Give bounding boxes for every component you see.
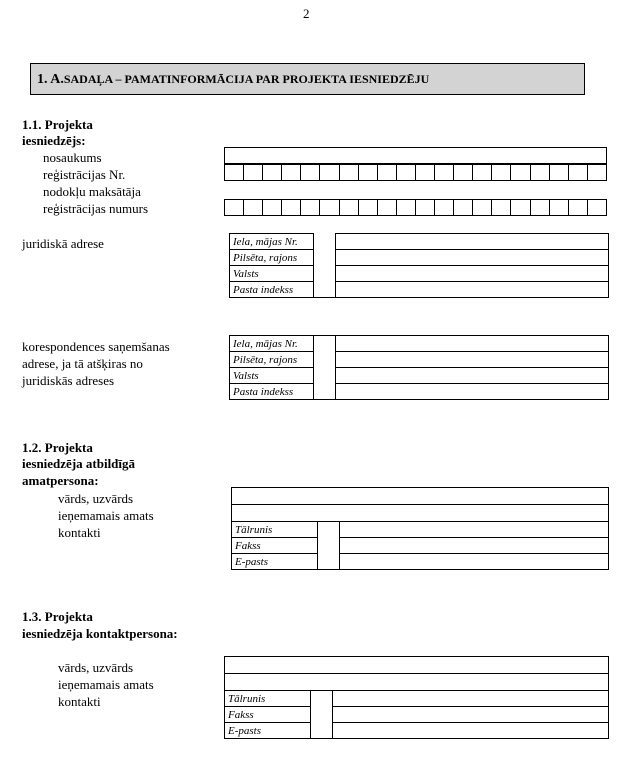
corr-country-input[interactable] (336, 368, 609, 384)
digit-cell[interactable] (397, 200, 416, 215)
digit-cell[interactable] (492, 165, 511, 180)
s12-contact-row-fax (232, 538, 609, 554)
digit-cell[interactable] (225, 200, 244, 215)
digit-cell[interactable] (454, 165, 473, 180)
digit-cell[interactable] (531, 165, 550, 180)
s11-tax-label-line1: nodokļu maksātāja (43, 184, 141, 199)
digit-cell[interactable] (473, 165, 492, 180)
s11-reg-label: reģistrācijas Nr. (43, 167, 126, 182)
digit-cell[interactable] (569, 165, 588, 180)
digit-cell[interactable] (416, 200, 435, 215)
digit-cell[interactable] (569, 200, 588, 215)
s12-phone-label: Tālrunis (232, 522, 318, 538)
s12-position-label: ieņemamais amats (58, 508, 154, 523)
legal-country-input[interactable] (336, 266, 609, 282)
s11-tax-number-field[interactable] (224, 199, 607, 216)
digit-cell[interactable] (397, 165, 416, 180)
legal-country-label: Valsts (230, 266, 314, 282)
s13-heading-line1: 1.3. Projekta (22, 609, 93, 624)
s11-tax-label-line2: reģistrācijas numurs (43, 201, 149, 216)
corr-address-row-country (230, 368, 609, 384)
corr-street-label: Iela, mājas Nr. (230, 336, 314, 352)
s11-corr-label-line1: korespondences saņemšanas (22, 339, 170, 354)
digit-cell[interactable] (359, 200, 378, 215)
digit-cell[interactable] (550, 165, 569, 180)
digit-cell[interactable] (511, 165, 530, 180)
digit-cell[interactable] (435, 165, 454, 180)
page-number: 2 (303, 6, 310, 21)
s12-name-field[interactable] (231, 487, 609, 505)
digit-cell[interactable] (531, 200, 550, 215)
section-header (30, 63, 585, 95)
legal-street-label: Iela, mājas Nr. (230, 234, 314, 250)
s13-fax-label: Fakss (225, 707, 311, 723)
s12-contacts-label: kontakti (58, 525, 101, 540)
s13-email-input[interactable] (333, 723, 609, 739)
legal-city-input[interactable] (336, 250, 609, 266)
s13-phone-label: Tālrunis (225, 691, 311, 707)
corr-city-label: Pilsēta, rajons (230, 352, 314, 368)
s13-heading-line2: iesniedzēja kontaktpersona: (22, 626, 178, 641)
s13-name-label: vārds, uzvārds (58, 660, 134, 675)
s11-heading-line2: iesniedzējs: (22, 133, 86, 148)
s11-reg-number-field[interactable] (224, 164, 607, 181)
corr-address-row-postcode (230, 384, 609, 400)
legal-address-row-city (230, 250, 609, 266)
digit-cell[interactable] (550, 200, 569, 215)
corr-address-row-city (230, 352, 609, 368)
s13-contact-row-phone (225, 691, 609, 707)
legal-city-label: Pilsēta, rajons (230, 250, 314, 266)
s12-position-field[interactable] (231, 504, 609, 522)
digit-cell[interactable] (225, 165, 244, 180)
s12-fax-label: Fakss (232, 538, 318, 554)
digit-cell[interactable] (340, 200, 359, 215)
s12-email-label: E-pasts (232, 554, 318, 570)
digit-cell[interactable] (244, 165, 263, 180)
s12-email-input[interactable] (340, 554, 609, 570)
digit-cell[interactable] (359, 165, 378, 180)
digit-cell[interactable] (454, 200, 473, 215)
legal-postcode-input[interactable] (336, 282, 609, 298)
digit-cell[interactable] (320, 200, 339, 215)
s13-phone-input[interactable] (333, 691, 609, 707)
s12-contacts-table (231, 521, 609, 570)
corr-country-label: Valsts (230, 368, 314, 384)
s11-corr-label-line2: adrese, ja tā atšķiras no (22, 356, 143, 371)
corr-postcode-label: Pasta indekss (230, 384, 314, 400)
s12-name-label: vārds, uzvārds (58, 491, 134, 506)
digit-cell[interactable] (244, 200, 263, 215)
s13-name-field[interactable] (224, 656, 609, 674)
s13-position-label: ieņemamais amats (58, 677, 154, 692)
s11-name-field[interactable] (224, 147, 607, 164)
digit-cell[interactable] (588, 200, 606, 215)
digit-cell[interactable] (301, 165, 320, 180)
s13-contacts-label: kontakti (58, 694, 101, 709)
legal-address-row-postcode (230, 282, 609, 298)
digit-cell[interactable] (588, 165, 606, 180)
corr-postcode-input[interactable] (336, 384, 609, 400)
s13-fax-input[interactable] (333, 707, 609, 723)
section-title: 1. A.SADAĻA – PAMATINFORMĀCIJA PAR PROJEKTA IESNIEDZĒJU (37, 72, 430, 87)
s12-contact-row-email (232, 554, 609, 570)
legal-street-input[interactable] (336, 234, 609, 250)
digit-cell[interactable] (473, 200, 492, 215)
corr-city-input[interactable] (336, 352, 609, 368)
s13-email-label: E-pasts (225, 723, 311, 739)
s12-phone-input[interactable] (340, 522, 609, 538)
s11-corr-label-line3: juridiskās adreses (22, 373, 115, 388)
digit-cell[interactable] (378, 165, 397, 180)
s12-contact-row-phone (232, 522, 609, 538)
s13-contacts-table (224, 690, 609, 739)
digit-cell[interactable] (340, 165, 359, 180)
s11-name-label: nosaukums (43, 150, 102, 165)
corr-address-row-street (230, 336, 609, 352)
corr-street-input[interactable] (336, 336, 609, 352)
digit-cell[interactable] (435, 200, 454, 215)
digit-cell[interactable] (492, 200, 511, 215)
legal-address-row-street (230, 234, 609, 250)
s11-legal-address-label: juridiskā adrese (22, 236, 104, 251)
s13-contact-row-email (225, 723, 609, 739)
digit-cell[interactable] (263, 165, 282, 180)
s11-heading-line1: 1.1. Projekta (22, 117, 93, 132)
digit-cell[interactable] (282, 165, 301, 180)
s13-position-field[interactable] (224, 673, 609, 691)
legal-address-row-country (230, 266, 609, 282)
s11-legal-address-table (229, 233, 609, 298)
digit-cell[interactable] (282, 200, 301, 215)
s13-contact-row-fax (225, 707, 609, 723)
digit-cell[interactable] (416, 165, 435, 180)
digit-cell[interactable] (320, 165, 339, 180)
s12-heading-line3: amatpersona: (22, 473, 99, 488)
s11-corr-address-table (229, 335, 609, 400)
digit-cell[interactable] (511, 200, 530, 215)
digit-cell[interactable] (263, 200, 282, 215)
s12-heading-line2: iesniedzēja atbildīgā (22, 456, 136, 471)
s12-fax-input[interactable] (340, 538, 609, 554)
s12-heading-line1: 1.2. Projekta (22, 440, 93, 455)
digit-cell[interactable] (378, 200, 397, 215)
digit-cell[interactable] (301, 200, 320, 215)
legal-postcode-label: Pasta indekss (230, 282, 314, 298)
